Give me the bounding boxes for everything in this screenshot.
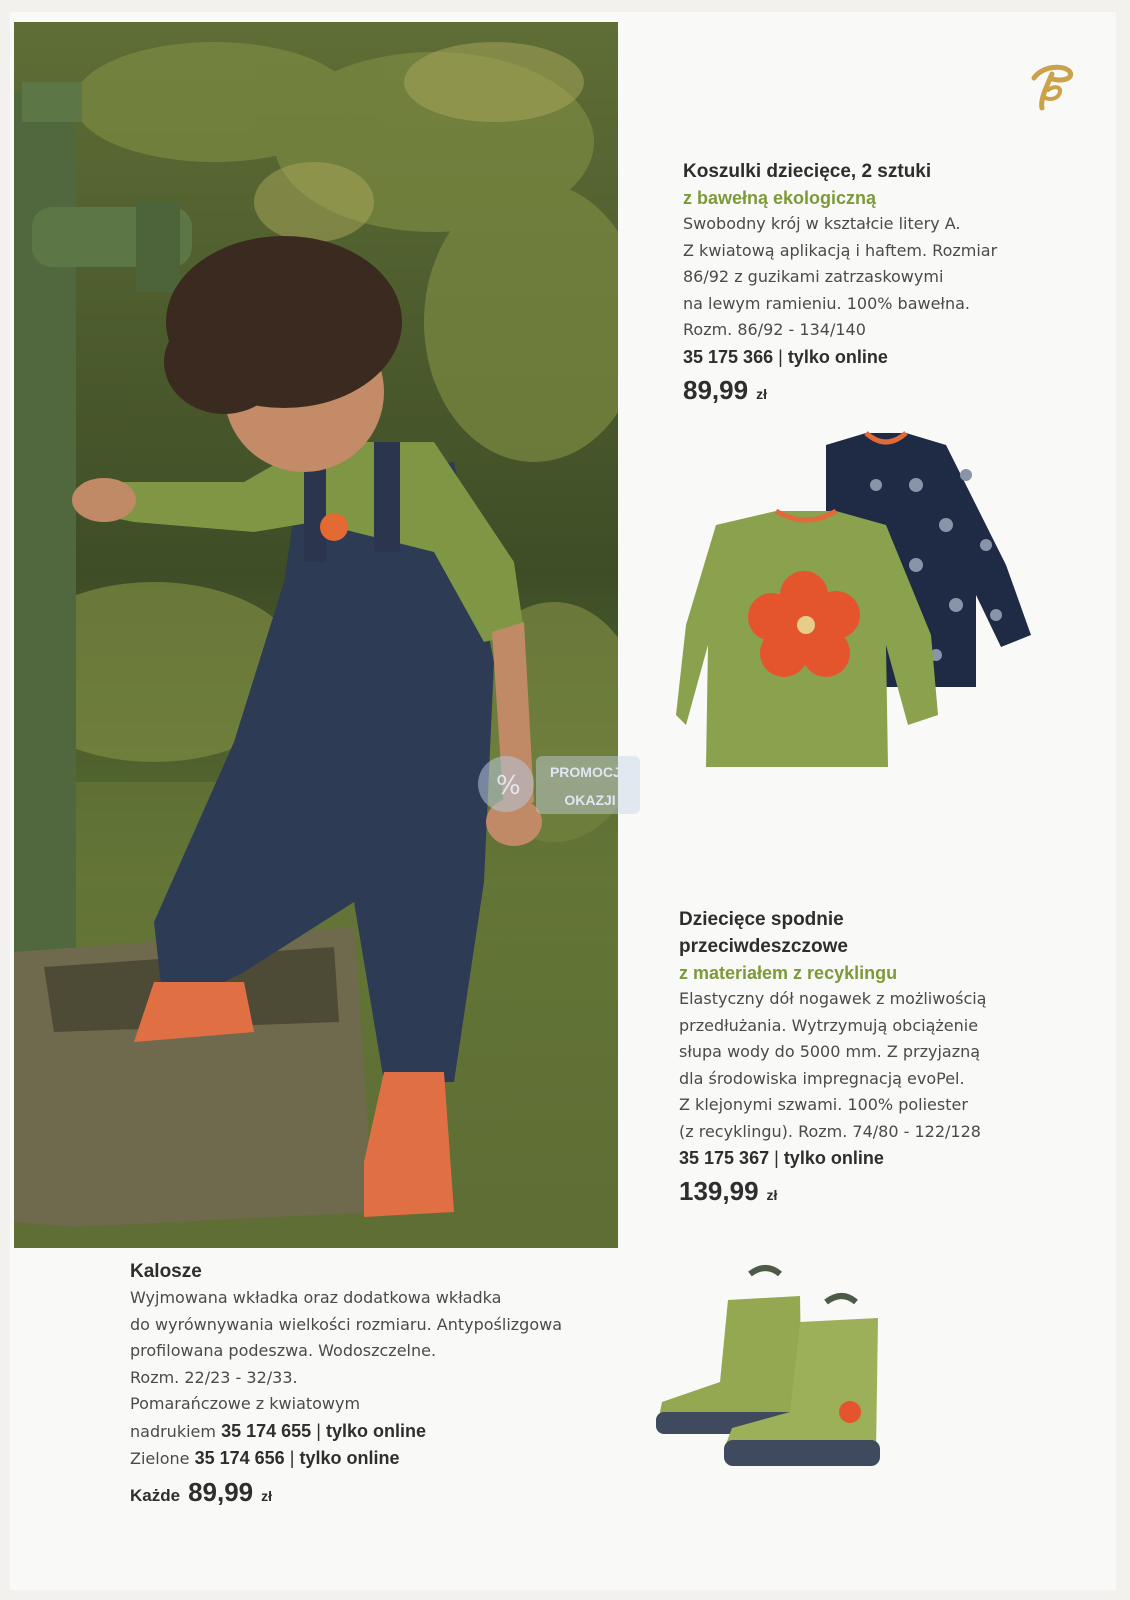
price-row [679, 1176, 1099, 1207]
availability: tylko online [783, 1148, 884, 1168]
separator: | [778, 346, 783, 367]
currency: zł [766, 1187, 778, 1203]
product-code-line [683, 344, 1083, 371]
currency: zł [756, 385, 767, 402]
product-title: Koszulki dziecięce, 2 sztuki [683, 161, 932, 182]
price: 89,99 [683, 374, 749, 405]
watermark [474, 750, 644, 820]
boots-image [650, 1262, 890, 1492]
separator: | [316, 1420, 321, 1441]
variant2-availability: tylko online [299, 1448, 400, 1468]
product-subtitle: z materiałem z recyklingu [679, 963, 898, 983]
each-label: Każde [130, 1485, 181, 1505]
variant1-availability: tylko online [326, 1420, 427, 1441]
price: 139,99 [679, 1176, 759, 1206]
product-code-line [679, 1145, 1099, 1172]
variant2-prefix: Zielone [130, 1449, 190, 1468]
product-title-line1: Dziecięce spodnie [679, 909, 844, 930]
product-title: Kalosze [130, 1261, 202, 1282]
product-shirts [683, 158, 1083, 406]
shirts-image [676, 425, 1036, 775]
watermark-line2: OKAZJI [564, 792, 616, 808]
product-description: Swobodny krój w kształcie litery A. Z kwiatową aplikacją i haftem. Rozmiar 86/92 z guzikami zatrzaskowymi na lewym ramieniu. 100% bawełna. Rozm. 86/92 - 134/140 [683, 214, 998, 339]
variant2-line [130, 1445, 650, 1473]
watermark-line1: PROMOCJE [549, 764, 631, 780]
product-title-line2: przeciwdeszczowe [679, 936, 848, 957]
price-row [130, 1477, 650, 1508]
currency: zł [261, 1487, 273, 1504]
price: 89,99 [188, 1476, 254, 1507]
variant1-line1: Pomarańczowe z kwiatowym [130, 1394, 361, 1413]
lifestyle-photo [14, 22, 618, 1248]
product-rain-boots [130, 1258, 650, 1508]
product-code: 35 175 366 [683, 346, 774, 367]
variant1-code: 35 174 655 [221, 1420, 312, 1441]
availability: tylko online [787, 346, 888, 367]
svg-text:%: % [496, 771, 521, 801]
separator: | [289, 1448, 295, 1468]
brand-logo [1028, 60, 1076, 112]
product-subtitle: z bawełną ekologiczną [683, 188, 877, 208]
variant1-line2 [130, 1418, 650, 1446]
separator: | [774, 1148, 779, 1168]
variant1-prefix: nadrukiem [130, 1421, 216, 1441]
product-description: Wyjmowana wkładka oraz dodatkowa wkładka do wyrównywania wielkości rozmiaru. Antypoślizgowa profilowana podeszwa. Wodoszczelne. Rozm. 22/23 - 32/33. [130, 1288, 563, 1387]
variant2-code: 35 174 656 [194, 1448, 285, 1468]
product-description: Elastyczny dół nogawek z możliwością przedłużania. Wytrzymują obciążenie słupa wody do 5000 mm. Z przyjazną dla środowiska impregnacją evoPel. Z klejonymi szwami. 100% poliester (z recyklingu). Rozm. 74/80 - 122/128 [679, 989, 987, 1141]
price-row [683, 375, 1083, 406]
product-rain-pants [679, 906, 1099, 1207]
product-code: 35 175 367 [679, 1148, 770, 1168]
